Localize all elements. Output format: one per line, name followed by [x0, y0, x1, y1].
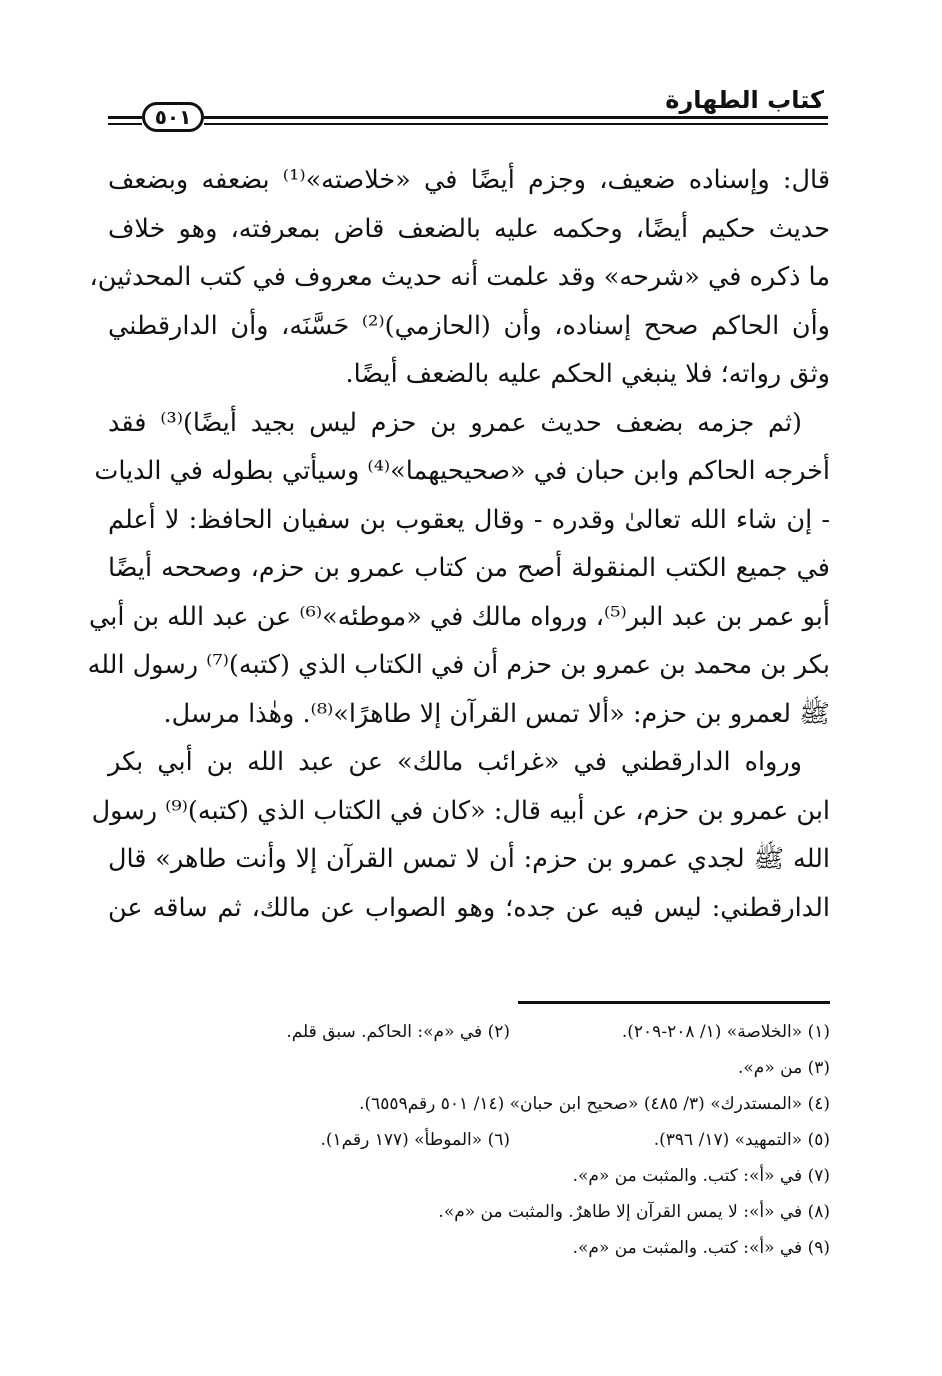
footnote-row [130, 1122, 830, 1158]
text-line: ورواه الدارقطني في «غرائب مالك» عن عبد الله بن أبي بكر [108, 747, 802, 777]
footnote: (٦) «الموطأ» (١٧٧ رقم١). [320, 1130, 510, 1150]
text-line: ما ذكره في «شرحه» وقد علمت أنه حديث معروف في كتب المحدثين، [89, 262, 830, 292]
footnote-row [130, 1158, 830, 1194]
text-line: ﷺ لعمرو بن حزم: «ألا تمس القرآن إلا طاهرًا»⁽⁸⁾. وهٰذا مرسل. [163, 698, 830, 729]
header-rule [108, 123, 142, 125]
footnote-row [130, 1230, 830, 1266]
page-header [108, 82, 828, 128]
text-line: ابن عمرو بن حزم، عن أبيه قال: «كان في الكتاب الذي (كتبه)⁽⁹⁾ رسول [91, 795, 830, 826]
header-rule [204, 116, 828, 119]
footnote: (٧) في «أ»: كتب. والمثبت من «م». [572, 1166, 830, 1186]
footnote: (٤) «المستدرك» (٣/ ٤٨٥) «صحيح ابن حبان» (١٤/ ٥٠١ رقم٦٥٥٩). [359, 1094, 830, 1114]
footnote-row [130, 1014, 830, 1050]
text-line: في جميع الكتب المنقولة أصح من كتاب عمرو بن حزم، وصححه أيضًا [108, 553, 830, 583]
footnotes [130, 1014, 830, 1266]
main-text [87, 156, 831, 932]
text-line: قال: وإسناده ضعيف، وجزم أيضًا في «خلاصته»⁽¹⁾ بضعفه وبضعف [108, 165, 831, 195]
footnote: (٢) في «م»: الحاكم. سبق قلم. [286, 1022, 510, 1042]
footnote: (٩) في «أ»: كتب. والمثبت من «م». [572, 1238, 830, 1258]
text-line: أخرجه الحاكم وابن حبان في «صحيحيهما»⁽⁴⁾ وسيأتي بطوله في الديات [94, 456, 830, 486]
footnote: (٣) من «م». [738, 1058, 830, 1078]
footnote: (١) «الخلاصة» (١/ ٢٠٨-٢٠٩). [621, 1022, 830, 1042]
book-title: كتاب الطهارة [665, 86, 824, 114]
footnote: (٨) في «أ»: لا يمس القرآن إلا طاهرٌ. والمثبت من «م». [438, 1202, 830, 1222]
text-line: بكر بن محمد بن عمرو بن حزم أن في الكتاب الذي (كتبه)⁽⁷⁾ رسول الله [87, 650, 830, 680]
footnote: (٥) «التمهيد» (١٧/ ٣٩٦). [653, 1130, 830, 1150]
text-line: الله ﷺ لجدي عمرو بن حزم: أن لا تمس القرآن إلا وأنت طاهر» قال [108, 844, 830, 874]
text-line: - إن شاء الله تعالىٰ وقدره - وقال يعقوب بن سفيان الحافظ: لا أعلم [108, 504, 830, 535]
text-line: أبو عمر بن عبد البر⁽⁵⁾، ورواه مالك في «موطئه»⁽⁶⁾ عن عبد الله بن أبي [88, 601, 830, 632]
text-line: وأن الحاكم صحح إسناده، وأن (الحازمي)⁽²⁾ حَسَّنَه، وأن الدارقطني [108, 310, 830, 341]
footnote-separator [518, 1001, 830, 1004]
header-rule [108, 116, 142, 119]
text-line: الدارقطني: ليس فيه عن جده؛ وهو الصواب عن مالك، ثم ساقه عن [108, 892, 830, 923]
footnote-row [130, 1086, 830, 1122]
text-line: (ثم جزمه بضعف حديث عمرو بن حزم ليس بجيد أيضًا)⁽³⁾ فقد [108, 407, 802, 438]
text-line: حديث حكيم أيضًا، وحكمه عليه بالضعف قاض بمعرفته، وهو خلاف [108, 213, 830, 244]
text-line: وثق رواته؛ فلا ينبغي الحكم عليه بالضعف أيضًا. [345, 359, 830, 389]
footnote-row [130, 1194, 830, 1230]
footnote-row [130, 1050, 830, 1086]
page-number: ٥٠١ [142, 102, 204, 132]
header-rule [204, 123, 828, 125]
